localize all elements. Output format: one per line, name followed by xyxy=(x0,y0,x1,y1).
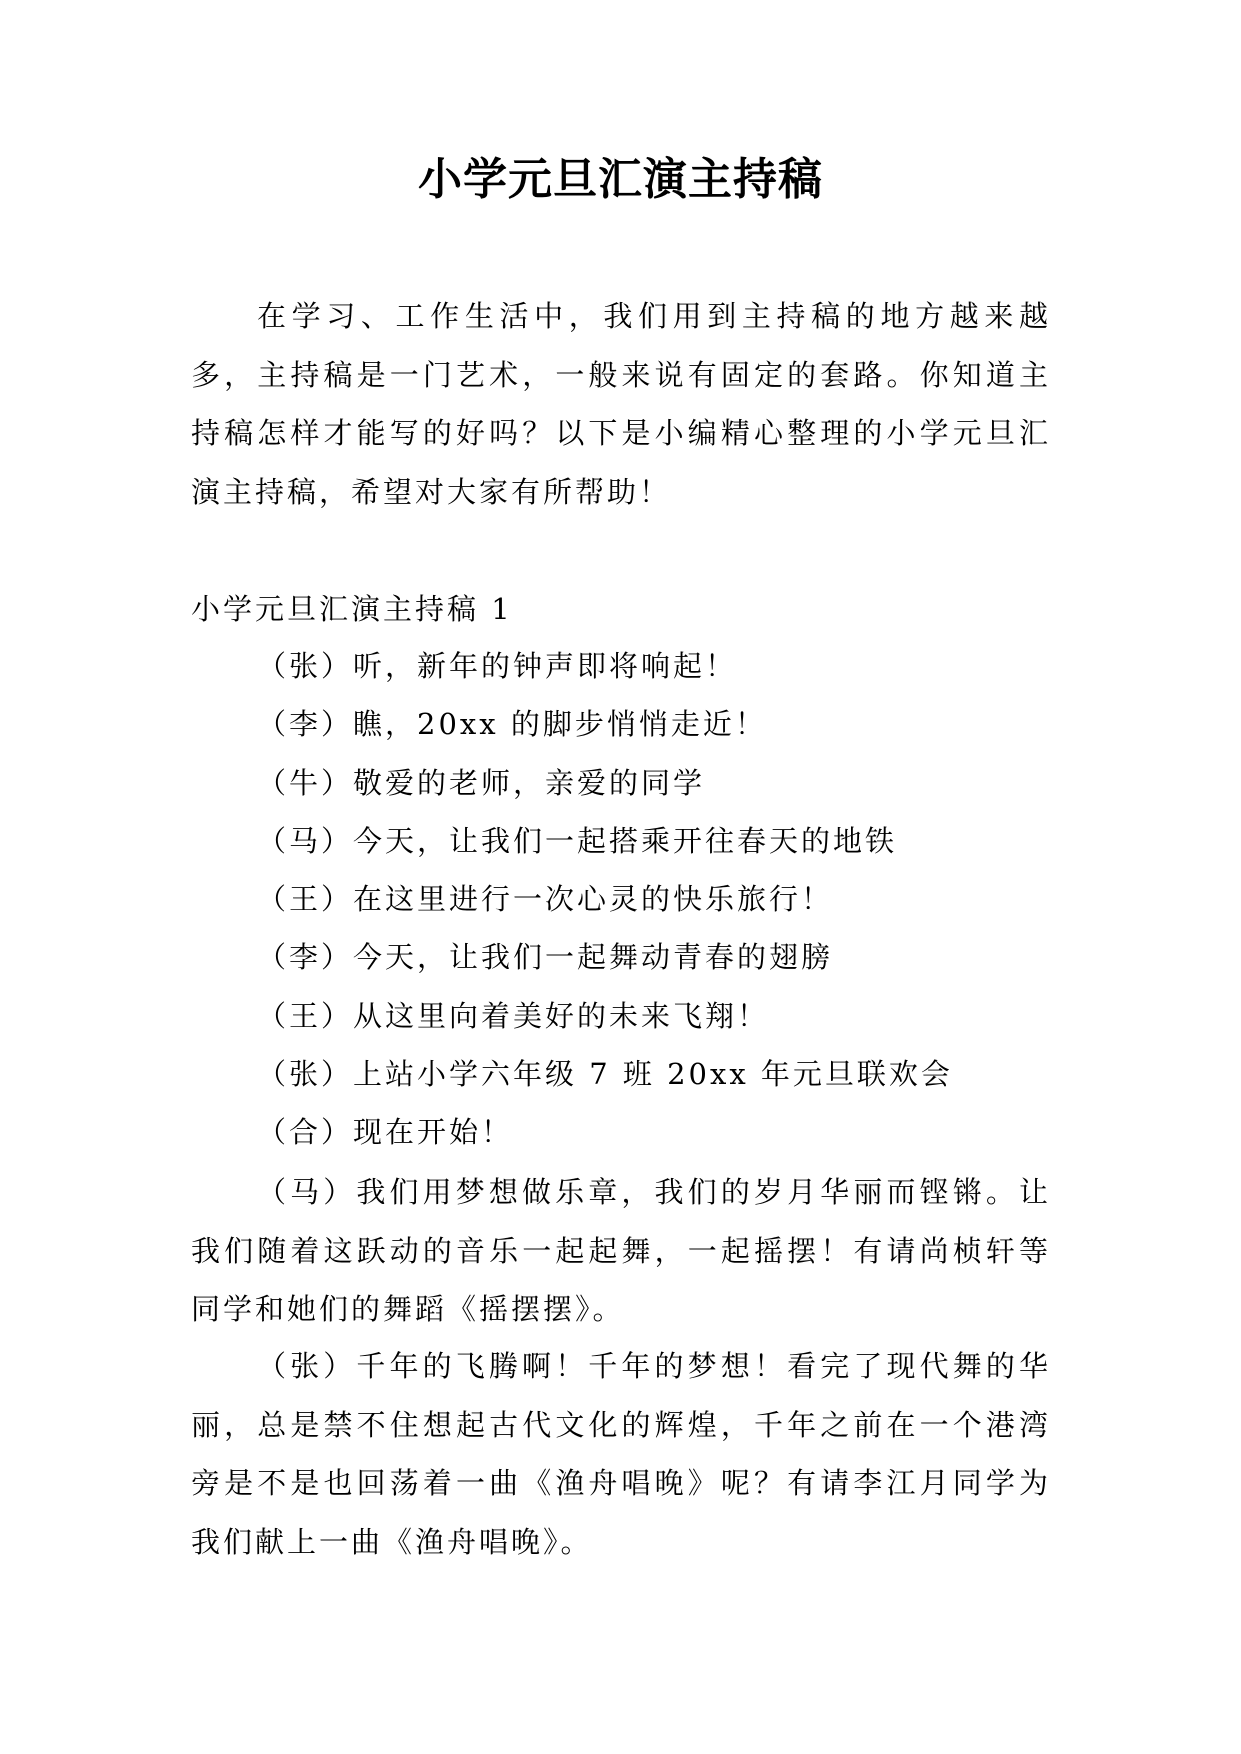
dialogue-line: （马）今天，让我们一起搭乘开往春天的地铁 xyxy=(257,823,898,858)
dialogue-paragraph: （张）千年的飞腾啊！千年的梦想！看完了现代舞的华丽，总是禁不住想起古代文化的辉煌，千年之前在一个港湾旁是不是也回荡着一曲《渔舟唱晚》呢？有请李江月同学为我们献上一曲《渔舟唱晚》。 xyxy=(191,1349,1051,1559)
dialogue-line: （张）听，新年的钟声即将响起！ xyxy=(257,649,738,683)
dialogue-line: （牛）敬爱的老师，亲爱的同学 xyxy=(257,765,706,800)
dialogue-line: （李）今天，让我们一起舞动青春的翅膀 xyxy=(257,940,834,975)
dialogue-paragraph: （马）我们用梦想做乐章，我们的岁月华丽而铿锵。让我们随着这跃动的音乐一起起舞，一起摇摆！有请尚桢轩等同学和她们的舞蹈《摇摆摆》。 xyxy=(191,1175,1051,1326)
dialogue-line: （张）上站小学六年级 7 班 20xx 年元旦联欢会 xyxy=(257,1057,953,1092)
section-heading: 小学元旦汇演主持稿 1 xyxy=(191,592,513,626)
dialogue-line: （王）在这里进行一次心灵的快乐旅行！ xyxy=(257,882,834,917)
intro-paragraph: 在学习、工作生活中，我们用到主持稿的地方越来越多，主持稿是一门艺术，一般来说有固定的套路。你知道主持稿怎样才能写的好吗？以下是小编精心整理的小学元旦汇演主持稿，希望对大家有所帮助！ xyxy=(191,299,1051,509)
dialogue-lines xyxy=(191,637,1051,1162)
document-title: 小学元旦汇演主持稿 xyxy=(418,154,823,205)
dialogue-line: （合）现在开始！ xyxy=(257,1115,514,1150)
dialogue-line: （李）瞧，20xx 的脚步悄悄走近！ xyxy=(257,707,767,742)
dialogue-line: （王）从这里向着美好的未来飞翔！ xyxy=(257,998,770,1033)
